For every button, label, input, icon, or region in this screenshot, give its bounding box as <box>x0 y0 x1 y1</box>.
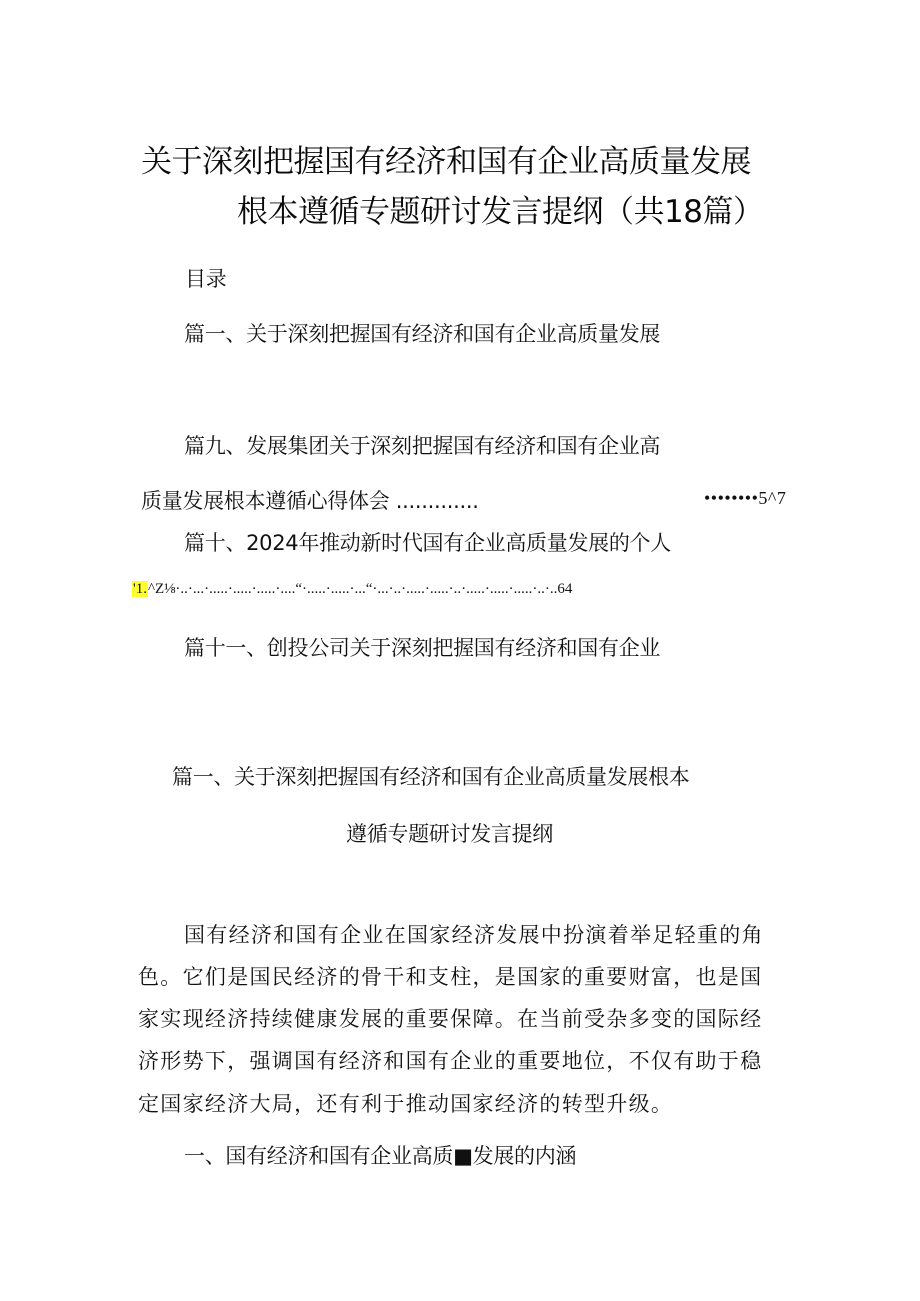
paragraph-line-4: 济形势下，强调国有经济和国有企业的重要地位，不仅有助于稳 <box>138 1049 763 1073</box>
paragraph-line-2: 色。它们是国民经济的骨干和支柱，是国家的重要财富，也是国 <box>138 965 763 989</box>
toc-item-11[interactable]: 篇十一、创投公司关于深刻把握国有经济和国有企业 <box>184 636 661 660</box>
section-heading-line-2: 遵循专题研讨发言提纲 <box>346 822 553 846</box>
paragraph-line-5: 定国家经济大局，还有利于推动国家经济的转型升级。 <box>138 1092 674 1116</box>
subsection-heading: 一、国有经济和国有企业高质■发展的内涵 <box>184 1144 577 1168</box>
toc-item-9-line-2[interactable]: 质量发展根本遵循心得体会 ............. <box>141 489 479 513</box>
toc-item-10-line-1[interactable]: 篇十、2024年推动新时代国有企业高质量发展的个人 <box>184 531 671 555</box>
document-title-line-1: 关于深刻把握国有经济和国有企业高质量发展 <box>141 144 751 180</box>
toc-heading: 目录 <box>185 267 227 291</box>
highlight-mark: '1. <box>133 581 147 597</box>
toc-item-10-line-2[interactable] <box>132 581 572 598</box>
toc-item-9-line-1[interactable]: 篇九、发展集团关于深刻把握国有经济和国有企业高 <box>184 434 661 458</box>
toc-item-9-page-number: ••••••••5^7 <box>704 488 787 508</box>
toc-item-1[interactable]: 篇一、关于深刻把握国有经济和国有企业高质量发展 <box>184 322 661 346</box>
paragraph-line-3: 家实现经济持续健康发展的重要保障。在当前受杂多变的国际经 <box>138 1007 763 1031</box>
section-heading-line-1: 篇一、关于深刻把握国有经济和国有企业高质量发展根本 <box>172 765 690 789</box>
paragraph-line-1: 国有经济和国有企业在国家经济发展中扮演着举足轻重的角 <box>184 923 764 947</box>
document-title-line-2: 根本遵循专题研讨发言提纲（共18篇） <box>237 194 764 230</box>
toc-item-10-leader: ^Z⅛·..·...·.....·.....·.....·....“·.....·.....·...“·...·..·.....·.....·..·.....·.....·.....·..·..64 <box>147 581 573 597</box>
